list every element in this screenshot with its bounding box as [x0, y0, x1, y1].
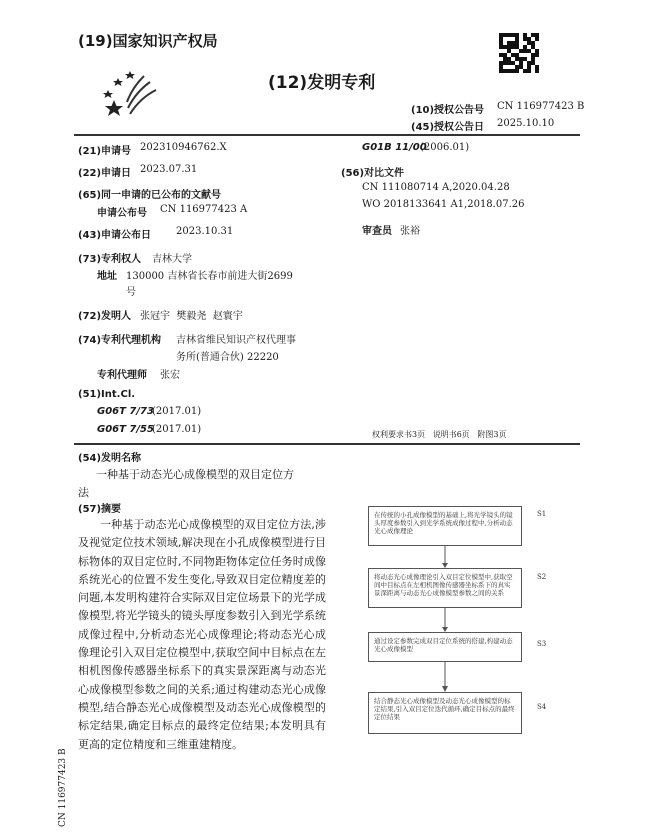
grant-date-label: (45)授权公告日 [411, 122, 485, 133]
ipc-version: (2006.01) [420, 142, 470, 153]
page-counts: 权利要求书3页 说明书6页 附图3页 [372, 430, 507, 439]
flow-step-s1: 在传统的小孔成像模型的基础上,将光学镜头的镜头厚度参数引入到光学系统成像过程中,分析动态光心成像理论 [368, 506, 522, 546]
abstract-text: 一种基于动态光心成像模型的双目定位方法,涉及视觉定位技术领域,解决现在小孔成像模型进行目标物体的双目定位时,不同物距物体定位任务时成像系统光心的位置不发生变化,导致双目定位精度差的问题,本发明构建符合实际双目定位场景下的光学成像模型,将光学镜头的镜头厚度参数引入到光学系统成像过程中,分析动态光心成像理论;将动态光心成像理论引入双目定位模型中,获取空间中目标点在左相机图像传感器坐标系下的真实景深距离与动态光心成像模型参数之间的关系;通过构建动态光心成像模型,结合静态光心成像模型及动态光心成像模型的标定结果,确定目标点的最终定位结果;本发明具有更高的定位精度和三维重建精度。 [78, 518, 326, 751]
examiner-label: 审查员 [362, 226, 392, 237]
agency-line-2: 务所(普通合伙) 22220 [176, 352, 279, 363]
reference-1: CN 111080714 A,2020.04.28 [362, 182, 510, 193]
address-line-2: 号 [126, 287, 136, 298]
grant-date: 2025.10.10 [497, 118, 555, 129]
address-line-1: 130000 吉林省长春市前进大街2699 [126, 271, 293, 282]
agency-label: (74)专利代理机构 [78, 335, 162, 346]
flow-step-s2: 将动态光心成像理论引入双目定位模型中,获取空间中目标点在左相机图像传感器坐标系下的真实景深距离与动态光心成像模型参数之间的关系 [368, 568, 522, 608]
flow-arrows [440, 546, 450, 696]
document-type: (12)发明专利 [268, 73, 376, 93]
references-label: (56)对比文件 [341, 168, 405, 179]
publication-date-label: (43)申请公布日 [78, 230, 152, 241]
examiner: 张裕 [400, 226, 420, 237]
flow-step-s4: 结合静态光心成像模型及动态光心成像模型的标定结果,引入双目定位迭代循环,确定目标点的最终定位结果 [368, 692, 522, 734]
side-document-number [58, 717, 88, 827]
reference-2: WO 2018133641 A1,2018.07.26 [362, 199, 525, 210]
int-cl-2-code: G06T 7/55 [97, 424, 154, 435]
section-divider [74, 443, 580, 445]
side-number-text: CN 116977423 B [58, 748, 68, 827]
int-cl-1-version: (2017.01) [152, 406, 202, 417]
patentee-label: (73)专利权人 [78, 254, 142, 265]
flow-step-s3: 通过设定参数完成双目定位系统的搭建,构建动态光心成像模型 [368, 632, 522, 662]
grant-number: CN 116977423 B [497, 101, 585, 112]
application-date-label: (22)申请日 [78, 168, 132, 179]
flow-label-s2: S2 [537, 573, 547, 581]
inventors-label: (72)发明人 [78, 311, 132, 322]
published-docs-label: (65)同一申请的已公布的文献号 [78, 190, 222, 201]
application-number-label: (21)申请号 [78, 146, 132, 157]
qr-code-icon [499, 33, 539, 73]
agent-label: 专利代理师 [97, 370, 147, 381]
title-line-2: 法 [78, 486, 89, 499]
header-divider [74, 134, 580, 136]
flow-label-s1: S1 [537, 510, 547, 518]
title-label: (54)发明名称 [78, 453, 142, 464]
agent: 张宏 [160, 370, 180, 381]
int-cl-1-code: G06T 7/73 [97, 406, 154, 417]
int-cl-label: (51)Int.Cl. [78, 389, 136, 400]
int-cl-2-version: (2017.01) [152, 424, 202, 435]
agency-line-1: 吉林省维民知识产权代理事 [176, 335, 296, 346]
title-line-1: 一种基于动态光心成像模型的双目定位方 [96, 468, 294, 481]
application-number: 202310946762.X [140, 142, 227, 153]
grant-number-label: (10)授权公告号 [411, 105, 485, 116]
publication-date: 2023.10.31 [176, 226, 234, 237]
publication-number: CN 116977423 A [160, 204, 248, 215]
inventors: 张冠宇 樊毅尧 赵寰宇 [140, 311, 243, 322]
flow-label-s4: S4 [537, 703, 547, 711]
patentee: 吉林大学 [152, 254, 192, 265]
office-name: (19)国家知识产权局 [78, 32, 218, 50]
ipc-code: G01B 11/00 [362, 142, 427, 153]
address-label: 地址 [97, 271, 117, 282]
application-date: 2023.07.31 [140, 164, 198, 175]
flow-label-s3: S3 [537, 640, 547, 648]
abstract-label: (57)摘要 [78, 504, 122, 515]
emblem-icon [100, 68, 162, 120]
publication-number-label: 申请公布号 [97, 208, 147, 219]
